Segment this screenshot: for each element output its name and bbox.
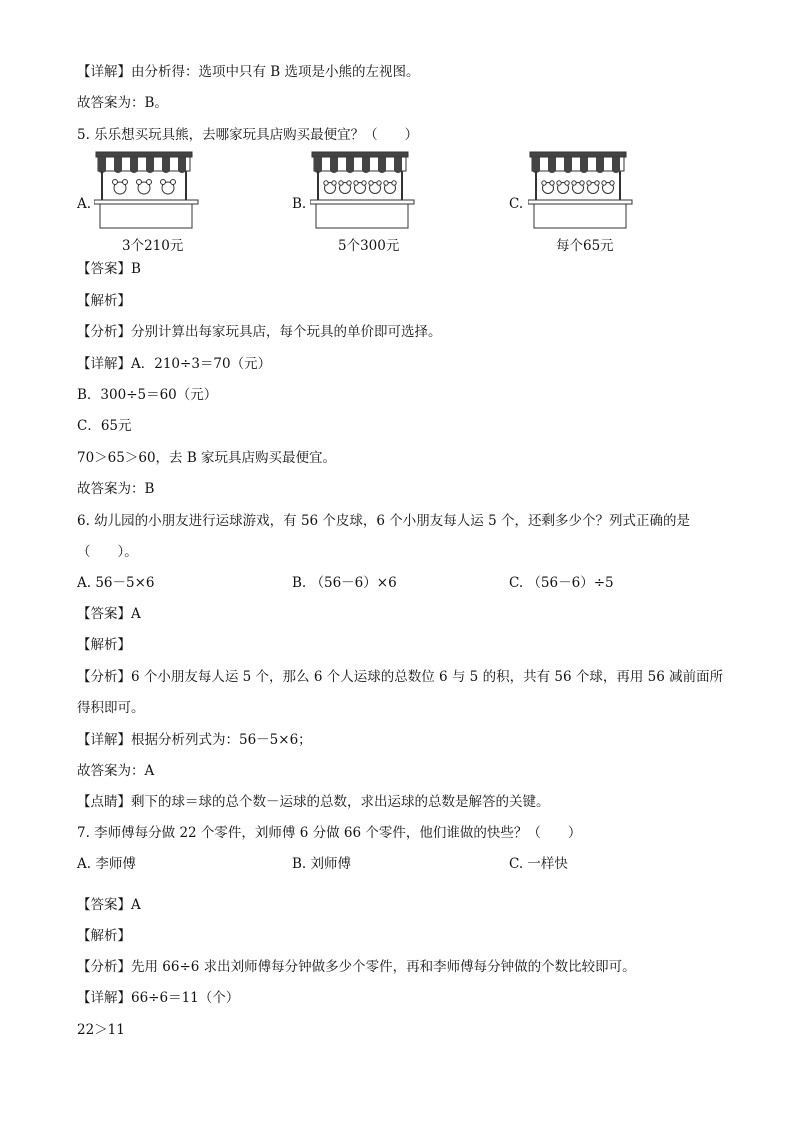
toy-shop-stall-icon bbox=[310, 150, 420, 230]
option-c-letter: C. bbox=[509, 196, 524, 212]
shop-c-price: 每个65元 bbox=[556, 238, 614, 254]
answer-label: 【答案】A bbox=[77, 606, 141, 622]
detail-line: 【详解】由分析得：选项中只有 B 选项是小熊的左视图。 bbox=[77, 64, 420, 80]
toy-shop-stall-icon bbox=[94, 150, 204, 230]
detail-b: B．300÷5＝60（元） bbox=[77, 387, 218, 403]
option-b: B. （56－6）×6 bbox=[292, 575, 397, 591]
option-a: A. 56－5×6 bbox=[77, 575, 155, 591]
detail-c: C．65元 bbox=[77, 418, 132, 434]
analysis-text: 【分析】6 个小朋友每人运 5 个，那么 6 个人运球的总数位 6 与 5 的积，共有 56 个球，再用 56 减前面所 bbox=[77, 669, 724, 685]
option-b: B. 刘师傅 bbox=[292, 856, 352, 872]
analysis-heading: 【解析】 bbox=[77, 928, 131, 944]
detail-text: 【详解】66÷6＝11（个） bbox=[77, 990, 240, 1006]
analysis-heading: 【解析】 bbox=[77, 637, 131, 653]
teddy-bear-icon bbox=[324, 181, 396, 194]
teddy-bear-icon bbox=[113, 180, 176, 195]
final-answer: 故答案为：B bbox=[77, 481, 155, 497]
analysis-text-cont: 得积即可。 bbox=[77, 700, 145, 716]
analysis-heading: 【解析】 bbox=[77, 293, 131, 309]
option-c: C. 一样快 bbox=[509, 856, 568, 872]
comparison-text: 22＞11 bbox=[77, 1022, 125, 1038]
question-7: 7. 李师傅每分做 22 个零件，刘师傅 6 分做 66 个零件，他们谁做的快些？（ ） bbox=[77, 825, 582, 841]
analysis-text: 【分析】分别计算出每家玩具店，每个玩具的单价即可选择。 bbox=[77, 324, 442, 340]
shop-a-icon bbox=[94, 150, 204, 230]
shop-b-price: 5个300元 bbox=[338, 238, 400, 254]
shop-b-icon bbox=[310, 150, 420, 230]
shop-a-price: 3个210元 bbox=[122, 238, 184, 254]
option-c: C. （56－6）÷5 bbox=[509, 575, 614, 591]
option-a-letter: A. bbox=[77, 196, 92, 212]
question-5: 5. 乐乐想买玩具熊，去哪家玩具店购买最便宜？（ ） bbox=[77, 127, 419, 143]
toy-shop-stall-icon bbox=[528, 150, 638, 230]
answer-label: 【答案】B bbox=[77, 261, 141, 277]
key-point: 【点睛】剩下的球＝球的总个数－运球的总数，求出运球的总数是解答的关键。 bbox=[77, 794, 550, 810]
question-6: 6. 幼儿园的小朋友进行运球游戏，有 56 个皮球，6 个小朋友每人运 5 个，还剩多少个？列式正确的是 bbox=[77, 513, 690, 529]
detail-text: 【详解】根据分析列式为：56－5×6； bbox=[77, 732, 312, 748]
final-answer: 故答案为：A bbox=[77, 763, 155, 779]
answer-label: 【答案】A bbox=[77, 897, 141, 913]
answer-line: 故答案为：B。 bbox=[77, 95, 168, 111]
teddy-bear-icon bbox=[542, 181, 614, 194]
option-b-letter: B. bbox=[292, 196, 307, 212]
comparison-text: 70＞65＞60，去 B 家玩具店购买最便宜。 bbox=[77, 450, 337, 466]
detail-text: 【详解】A．210÷3＝70（元） bbox=[77, 356, 272, 372]
analysis-text: 【分析】先用 66÷6 求出刘师傅每分钟做多少个零件，再和李师傅每分钟做的个数比较即可。 bbox=[77, 959, 636, 975]
option-a: A. 李师傅 bbox=[77, 856, 136, 872]
question-6-cont: （ ）。 bbox=[77, 544, 138, 560]
shop-c-icon bbox=[528, 150, 638, 230]
